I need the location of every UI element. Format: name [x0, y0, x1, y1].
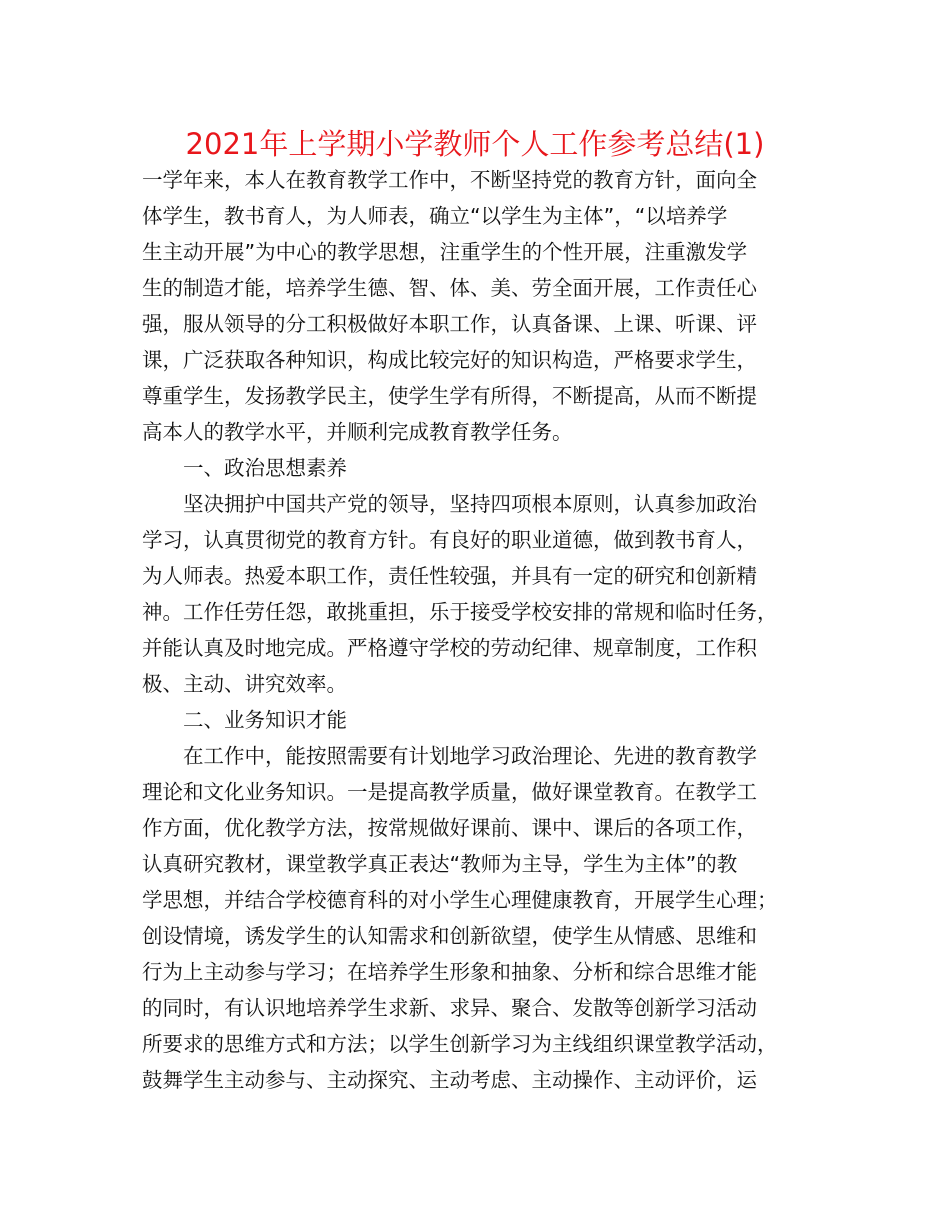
- body-line: 强，服从领导的分工积极做好本职工作，认真备课、上课、听课、评: [142, 312, 757, 336]
- body-line: 生主动开展”为中心的教学思想，注重学生的个性开展，注重激发学: [142, 240, 748, 264]
- body-line: 学习，认真贯彻党的教育方针。有良好的职业道德，做到教书育人，: [142, 528, 757, 552]
- body-line: 生的制造才能，培养学生德、智、体、美、劳全面开展，工作责任心: [142, 276, 757, 300]
- body-line: 为人师表。热爱本职工作，责任性较强，并具有一定的研究和创新精: [142, 564, 757, 588]
- body-line: 作方面，优化教学方法，按常规做好课前、课中、课后的各项工作，: [142, 816, 757, 840]
- body-line: 学思想，并结合学校德育科的对小学生心理健康教育，开展学生心理；: [142, 888, 778, 912]
- section-heading-business: 二、业务知识才能: [183, 708, 347, 732]
- body-line: 体学生，教书育人，为人师表，确立“以学生为主体”，“以培养学: [142, 204, 728, 228]
- body-line: 鼓舞学生主动参与、主动探究、主动考虑、主动操作、主动评价，运: [142, 1068, 757, 1092]
- body-line: 在工作中，能按照需要有计划地学习政治理论、先进的教育教学: [183, 744, 757, 768]
- body-line: 课，广泛获取各种知识，构成比较完好的知识构造，严格要求学生，: [142, 348, 757, 372]
- body-line: 尊重学生，发扬教学民主，使学生学有所得，不断提高，从而不断提: [142, 384, 757, 408]
- body-line: 行为上主动参与学习；在培养学生形象和抽象、分析和综合思维才能: [142, 960, 757, 984]
- section-heading-politics: 一、政治思想素养: [183, 456, 347, 480]
- body-line: 极、主动、讲究效率。: [142, 672, 347, 696]
- body-line: 坚决拥护中国共产党的领导，坚持四项根本原则，认真参加政治: [183, 492, 757, 516]
- body-line: 一学年来，本人在教育教学工作中，不断坚持党的教育方针，面向全: [142, 168, 757, 192]
- body-line: 创设情境，诱发学生的认知需求和创新欲望，使学生从情感、思维和: [142, 924, 757, 948]
- body-line: 理论和文化业务知识。一是提高教学质量，做好课堂教育。在教学工: [142, 780, 757, 804]
- body-line: 所要求的思维方式和方法；以学生创新学习为主线组织课堂教学活动，: [142, 1032, 778, 1056]
- document-title: 2021年上学期小学教师个人工作参考总结(1): [185, 127, 765, 161]
- body-line: 的同时，有认识地培养学生求新、求异、聚合、发散等创新学习活动: [142, 996, 757, 1020]
- body-line: 神。工作任劳任怨，敢挑重担，乐于接受学校安排的常规和临时任务，: [142, 600, 778, 624]
- body-line: 并能认真及时地完成。严格遵守学校的劳动纪律、规章制度，工作积: [142, 636, 757, 660]
- body-line: 高本人的教学水平，并顺利完成教育教学任务。: [142, 420, 573, 444]
- body-line: 认真研究教材，课堂教学真正表达“教师为主导，学生为主体”的教: [142, 852, 738, 876]
